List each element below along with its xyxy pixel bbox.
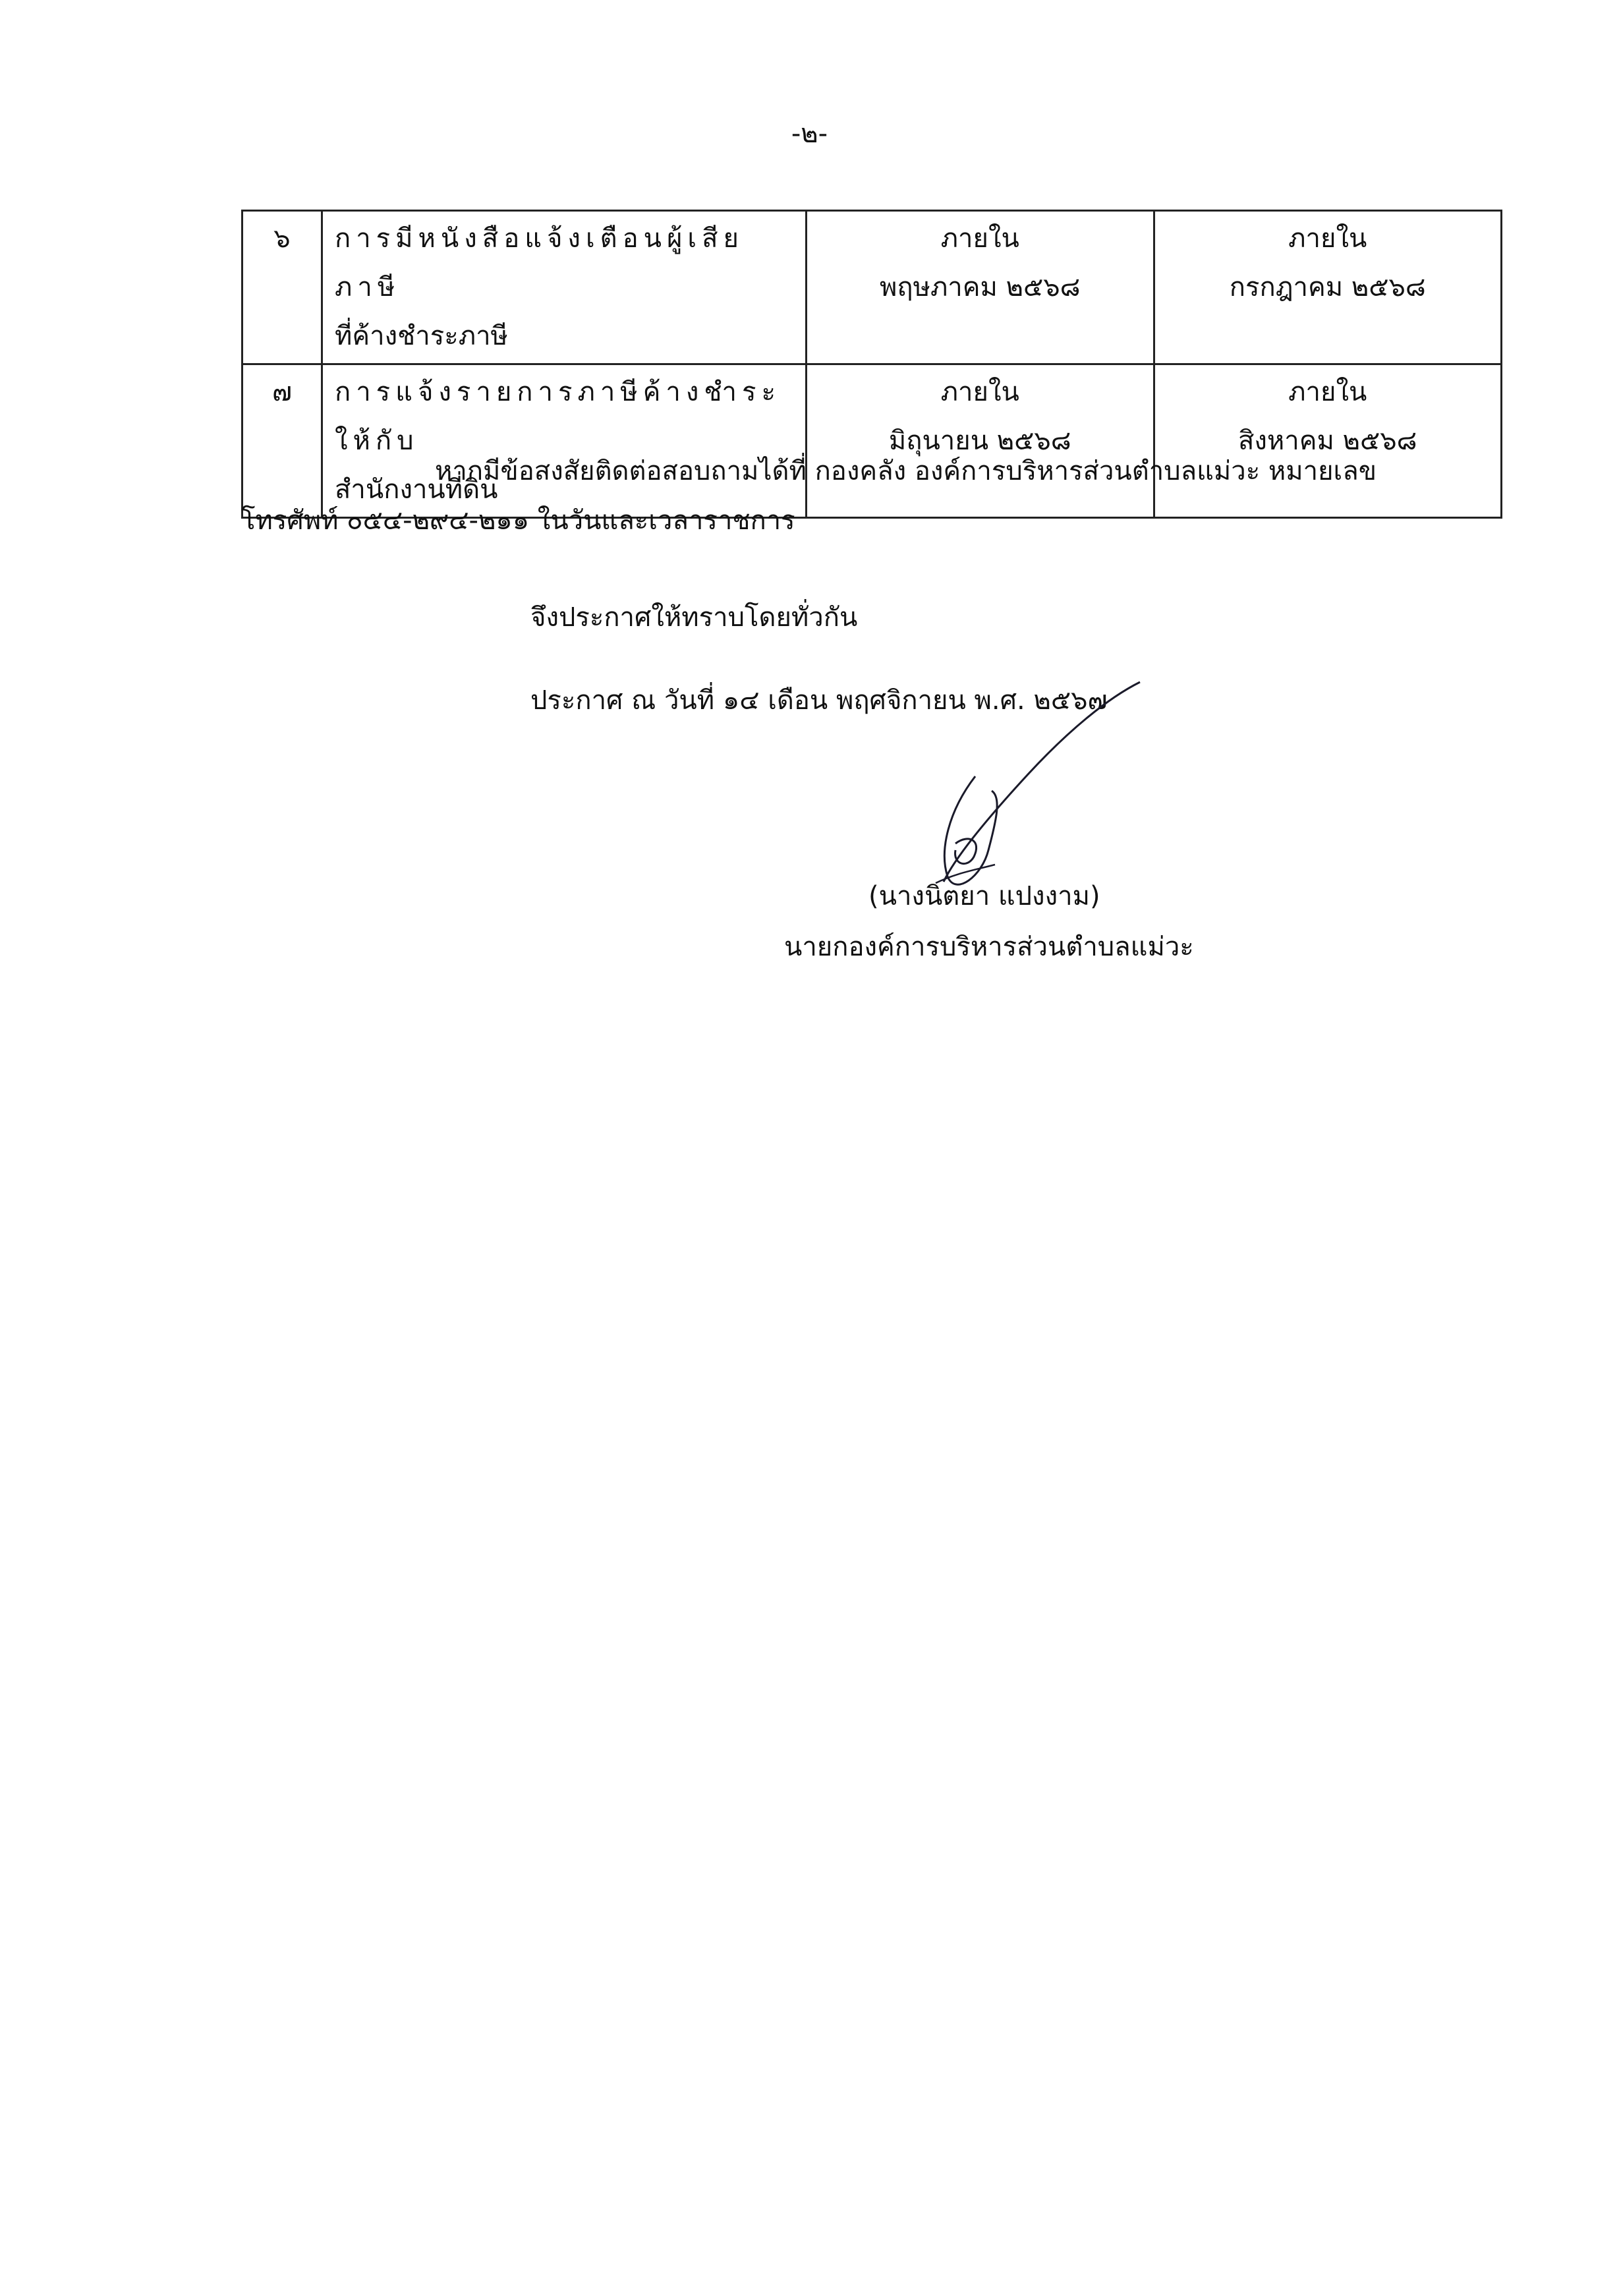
end-date-cell <box>1154 211 1502 364</box>
start-date-value: มิถุนายน ๒๕๖๘ <box>888 426 1071 456</box>
task-cell <box>322 364 807 518</box>
start-date-label: ภายใน <box>940 223 1019 254</box>
announcement-text: จึงประกาศให้ทราบโดยทั่วกัน <box>530 602 858 633</box>
signer-title: นายกองค์การบริหารส่วนตำบลแม่วะ <box>784 932 1194 962</box>
row-number: ๖ <box>242 211 322 364</box>
announcement-date: ประกาศ ณ วันที่ ๑๔ เดือน พฤศจิกายน พ.ศ. ๒๕๖๗ <box>530 685 1108 716</box>
contact-text: โทรศัพท์ ๐๕๔-๒๙๔-๒๑๑ ในวันและเวลาราชการ <box>241 505 795 536</box>
end-date-label: ภายใน <box>1288 223 1367 254</box>
contact-text: หากมีข้อสงสัยติดต่อสอบถามได้ที่ กองคลัง องค์การบริหารส่วนตำบลแม่วะ หมายเลข <box>435 456 1377 486</box>
signer-name: (นางนิตยา แปงงาม) <box>868 881 1100 911</box>
page-number: -๒- <box>791 119 828 149</box>
table-row <box>242 364 1502 518</box>
start-date-label: ภายใน <box>940 377 1019 407</box>
task-text: การมีหนังสือแจ้งเตือนผู้เสียภาษี <box>335 223 744 302</box>
task-text: การแจ้งรายการภาษีค้างชำระให้กับ <box>335 377 781 456</box>
end-date-value: กรกฎาคม ๒๕๖๘ <box>1229 272 1426 302</box>
task-cell <box>322 211 807 364</box>
end-date-cell <box>1154 364 1502 518</box>
table-row <box>242 211 1502 364</box>
start-date-value: พฤษภาคม ๒๕๖๘ <box>879 272 1081 302</box>
start-date-cell <box>807 211 1154 364</box>
row-number: ๗ <box>242 364 322 518</box>
end-date-value: สิงหาคม ๒๕๖๘ <box>1237 426 1417 456</box>
task-text: ที่ค้างชำระภาษี <box>335 321 508 351</box>
task-text: สำนักงานที่ดิน <box>335 474 498 505</box>
start-date-cell <box>807 364 1154 518</box>
end-date-label: ภายใน <box>1288 377 1367 407</box>
